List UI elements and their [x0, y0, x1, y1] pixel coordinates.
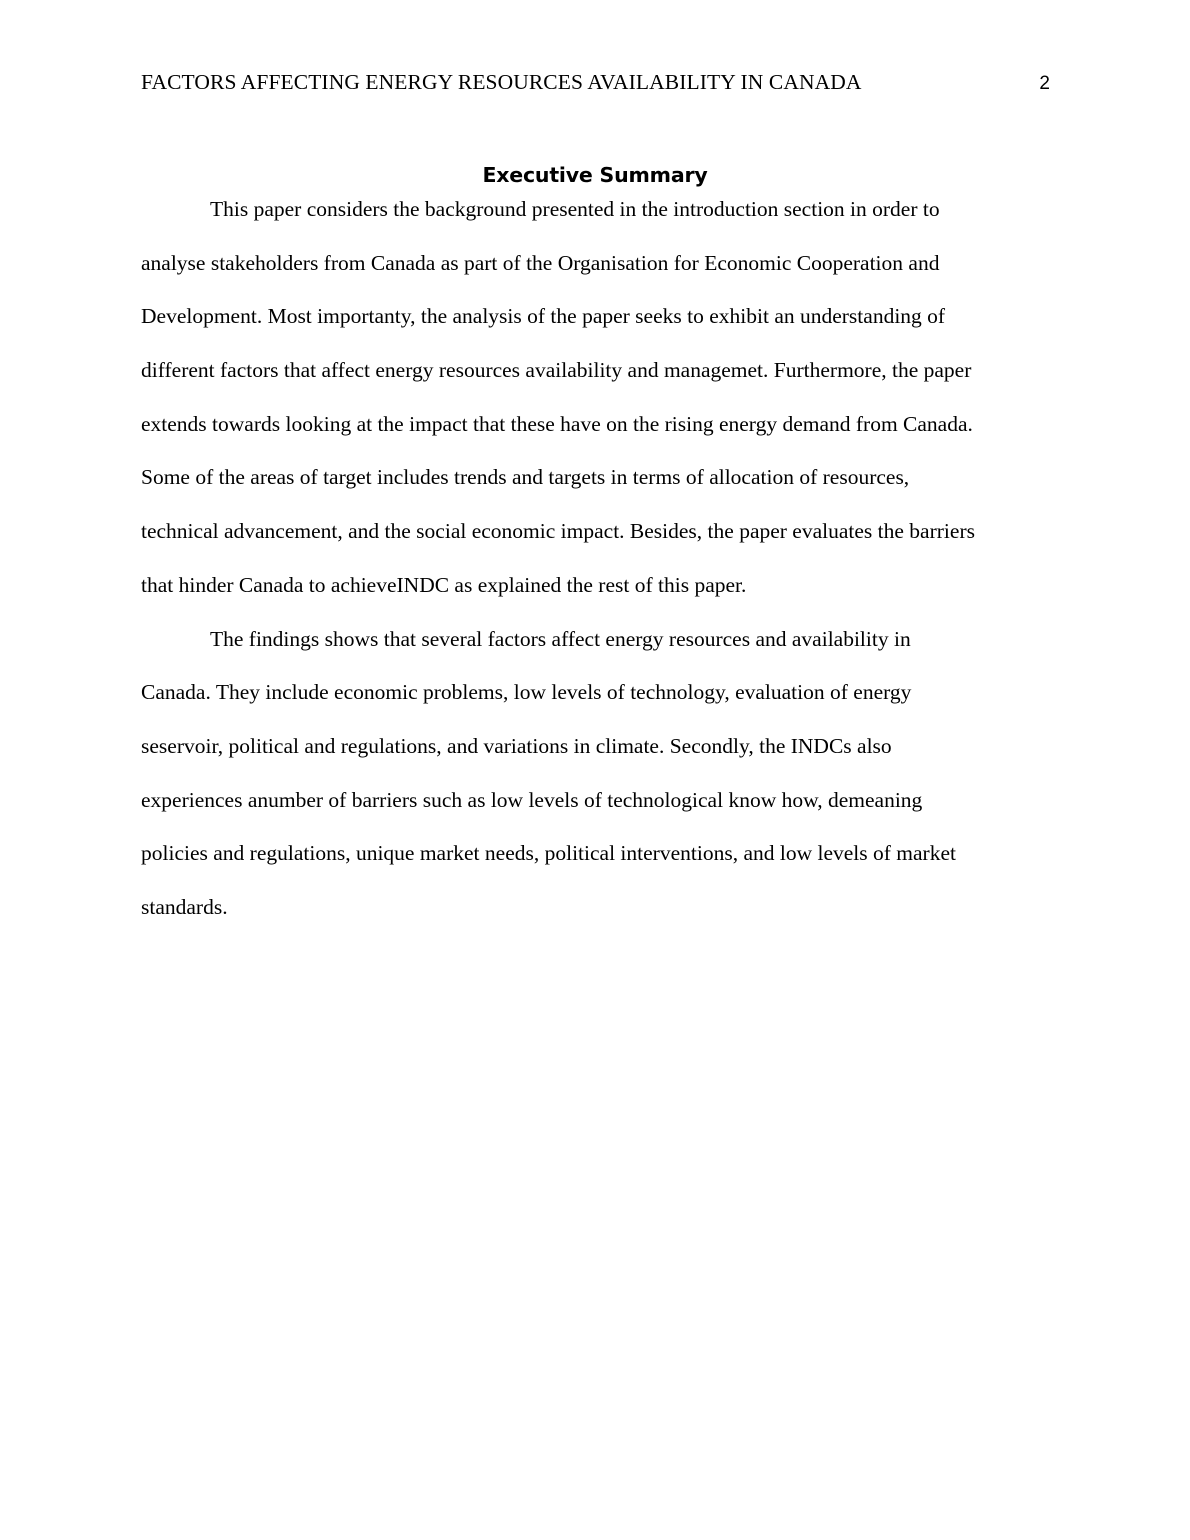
paragraph-line: Development. Most importanty, the analysis of the paper seeks to exhibit an understanding of	[141, 304, 946, 329]
document-body	[141, 191, 1061, 943]
paragraph-line: This paper considers the background presented in the introduction section in order to	[210, 197, 940, 221]
paragraph-line: seservoir, political and regulations, and variations in climate. Secondly, the INDCs also	[141, 733, 892, 758]
paragraph-line: Some of the areas of target includes trends and targets in terms of allocation of resources,	[141, 465, 910, 490]
page-number: 2	[1039, 73, 1050, 94]
paragraph-line: experiences anumber of barriers such as low levels of technological know how, demeaning	[141, 787, 923, 812]
running-head-title: FACTORS AFFECTING ENERGY RESOURCES AVAILABILITY IN CANADA	[141, 70, 862, 94]
paragraph-line: analyse stakeholders from Canada as part of the Organisation for Economic Cooperation and	[141, 250, 940, 275]
paragraph-line: The findings shows that several factors affect energy resources and availability in	[210, 626, 911, 651]
paragraph-line: different factors that affect energy resources availability and managemet. Furthermore, the paper	[141, 358, 972, 383]
paragraph-line: standards.	[141, 894, 228, 919]
paragraph-line: Canada. They include economic problems, low levels of technology, evaluation of energy	[141, 680, 912, 705]
paragraph-line: policies and regulations, unique market needs, political interventions, and low levels of market	[141, 841, 956, 866]
paragraph-line: that hinder Canada to achieveINDC as explained the rest of this paper.	[141, 572, 747, 597]
paragraph-intro	[141, 191, 1061, 621]
paragraph-line: extends towards looking at the impact that these have on the rising energy demand from Canada.	[141, 411, 973, 436]
paragraph-findings	[141, 621, 1061, 943]
section-heading: Executive Summary	[482, 163, 708, 187]
paragraph-line: technical advancement, and the social economic impact. Besides, the paper evaluates the barriers	[141, 519, 975, 544]
